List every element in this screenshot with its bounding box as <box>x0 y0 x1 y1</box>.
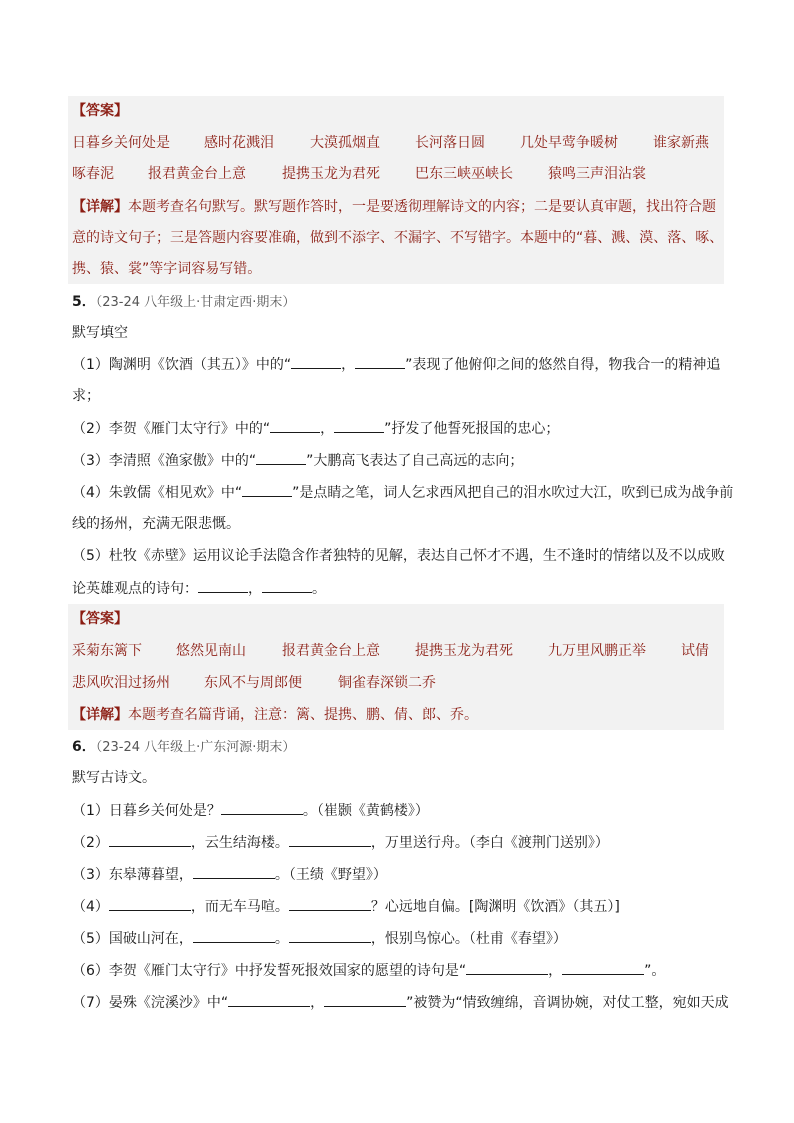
fill-blank[interactable] <box>270 418 320 433</box>
question-instruction: 默写古诗文。 <box>72 770 156 786</box>
detail-text: 携、猿、裳”等字词容易写错。 <box>72 261 262 277</box>
fill-blank[interactable] <box>334 418 384 433</box>
question-item <box>72 832 609 853</box>
item-text: （1）陶渊明《饮酒（其五）》中的“ <box>72 357 292 373</box>
answer-item: 报君黄金台上意 <box>282 643 380 659</box>
answer-item: 日暮乡关何处是 <box>72 135 170 151</box>
item-text: ”是点睛之笔，词人乞求西风把自己的泪水吹过大江，吹到已成为战争前 <box>292 485 734 501</box>
answer-row <box>72 133 709 153</box>
item-text: ， <box>548 963 563 979</box>
question-item <box>72 992 729 1013</box>
answer-label: 【答案】 <box>72 103 128 119</box>
answer-row <box>72 164 646 184</box>
answer-item: 几处早莺争暖树 <box>520 135 618 151</box>
fill-blank[interactable] <box>466 960 548 975</box>
question-item-continued: 线的扬州，充满无限悲慨。 <box>72 516 240 532</box>
fill-blank[interactable] <box>291 354 341 369</box>
question-item <box>72 450 523 471</box>
answer-item: 巴东三峡巫峡长 <box>415 166 513 182</box>
item-text: ”。 <box>644 963 666 979</box>
question-item-continued <box>72 578 326 599</box>
fill-blank[interactable] <box>109 832 191 847</box>
detail-text: 本题考查名句默写。默写题作答时，一是要透彻理解诗文的内容；二是要认真审题，找出符合题 <box>128 199 716 215</box>
question-item <box>72 354 720 375</box>
detail-text: 本题考查名篇背诵，注意：篱、提携、鹏、倩、郎、乔。 <box>128 707 478 723</box>
question-item <box>72 864 387 885</box>
question-item <box>72 896 620 917</box>
item-text: （3）东皋薄暮望， <box>72 867 193 883</box>
answer-item: 谁家新燕 <box>653 135 709 151</box>
question-item <box>72 482 733 503</box>
question-number: 6． <box>72 739 96 755</box>
fill-blank[interactable] <box>198 578 248 593</box>
item-text: ，而无车马喧。 <box>190 899 289 915</box>
fill-blank[interactable] <box>324 992 406 1007</box>
item-text: ， <box>310 995 325 1011</box>
detail-text: 意的诗文句子；三是答题内容要准确，做到不添字、不漏字、不写错字。本题中的“暮、溅、漠、落、啄、 <box>72 230 724 246</box>
item-text: 论英雄观点的诗句： <box>72 581 198 597</box>
question-item-continued: 求； <box>72 388 100 404</box>
item-text: ”被赞为“情致缠绵，音调协婉，对仗工整，宛如天成 <box>406 995 729 1011</box>
item-text: ”大鹏高飞表达了自己高远的志向； <box>306 453 524 469</box>
item-text: （3）李清照《渔家傲》中的“ <box>72 453 257 469</box>
item-text: 。 <box>274 931 289 947</box>
question-source: （23-24 八年级上·甘肃定西·期末） <box>95 295 296 310</box>
answer-item: 感时花溅泪 <box>204 135 274 151</box>
item-text: 。 <box>312 581 326 597</box>
answer-row <box>72 641 709 661</box>
question-item <box>72 928 567 949</box>
fill-blank[interactable] <box>193 928 275 943</box>
answer-item: 长河落日圆 <box>415 135 485 151</box>
fill-blank[interactable] <box>562 960 644 975</box>
detail-paragraph <box>72 705 478 725</box>
item-text: （4）朱敦儒《相见欢》中“ <box>72 485 243 501</box>
fill-blank[interactable] <box>289 896 371 911</box>
fill-blank[interactable] <box>242 482 292 497</box>
answer-item: 九万里风鹏正举 <box>548 643 646 659</box>
answer-item: 猿鸣三声泪沾裳 <box>548 166 646 182</box>
question-header <box>72 737 295 758</box>
item-text: ，云生结海楼。 <box>190 835 289 851</box>
fill-blank[interactable] <box>193 864 275 879</box>
item-text: ， <box>341 357 356 373</box>
item-text: （7）晏殊《浣溪沙》中“ <box>72 995 229 1011</box>
item-text: （4） <box>72 899 109 915</box>
item-text: （1）日暮乡关何处是？ <box>72 803 221 819</box>
detail-paragraph <box>72 197 716 217</box>
item-text: （2）李贺《雁门太守行》中的“ <box>72 421 271 437</box>
answer-item: 提携玉龙为君死 <box>282 166 380 182</box>
fill-blank[interactable] <box>289 928 371 943</box>
answer-item: 大漠孤烟直 <box>310 135 380 151</box>
item-text: 。（王绩《野望》） <box>274 867 387 883</box>
answer-section-shade <box>68 96 724 284</box>
item-text: 。（崔颢《黄鹤楼》） <box>302 803 429 819</box>
fill-blank[interactable] <box>109 896 191 911</box>
fill-blank[interactable] <box>221 800 303 815</box>
fill-blank[interactable] <box>355 354 405 369</box>
fill-blank[interactable] <box>289 832 371 847</box>
answer-item: 铜雀春深锁二乔 <box>338 675 436 691</box>
answer-item: 采菊东篱下 <box>72 643 142 659</box>
item-text: （2） <box>72 835 109 851</box>
detail-label: 【详解】 <box>72 707 128 723</box>
answer-item: 悲风吹泪过扬州 <box>72 675 170 691</box>
item-text: ， <box>248 581 262 597</box>
fill-blank[interactable] <box>262 578 312 593</box>
question-instruction: 默写填空 <box>72 325 128 341</box>
answer-item: 悠然见南山 <box>176 643 246 659</box>
item-text: ”表现了他俯仰之间的悠然自得，物我合一的精神追 <box>405 357 721 373</box>
question-item <box>72 960 665 981</box>
item-text: （6）李贺《雁门太守行》中抒发誓死报效国家的愿望的诗句是“ <box>72 963 467 979</box>
answer-item: 啄春泥 <box>72 166 114 182</box>
answer-row <box>72 673 436 693</box>
answer-item: 报君黄金台上意 <box>148 166 246 182</box>
answer-label: 【答案】 <box>72 611 128 627</box>
item-text: （5）国破山河在， <box>72 931 193 947</box>
answer-item: 提携玉龙为君死 <box>415 643 513 659</box>
answer-item: 试倩 <box>681 643 709 659</box>
item-text: ， <box>320 421 335 437</box>
question-header <box>72 292 295 313</box>
item-text: ？心远地自偏。[陶渊明《饮酒》（其五）] <box>370 899 620 915</box>
item-text: ”抒发了他誓死报国的忠心； <box>384 421 560 437</box>
question-item <box>72 800 429 821</box>
item-text: ，万里送行舟。（李白《渡荆门送别》） <box>370 835 609 851</box>
question-source: （23-24 八年级上·广东河源·期末） <box>95 740 296 755</box>
question-item: （5）杜牧《赤壁》运用议论手法隐含作者独特的见解，表达自己怀才不遇，生不逢时的情绪以及不以成败 <box>72 548 725 564</box>
answer-item: 东风不与周郎便 <box>204 675 302 691</box>
item-text: ，恨别鸟惊心。（杜甫《春望》） <box>370 931 567 947</box>
question-item <box>72 418 559 439</box>
fill-blank[interactable] <box>256 450 306 465</box>
question-number: 5． <box>72 294 96 310</box>
detail-label: 【详解】 <box>72 199 128 215</box>
fill-blank[interactable] <box>228 992 310 1007</box>
